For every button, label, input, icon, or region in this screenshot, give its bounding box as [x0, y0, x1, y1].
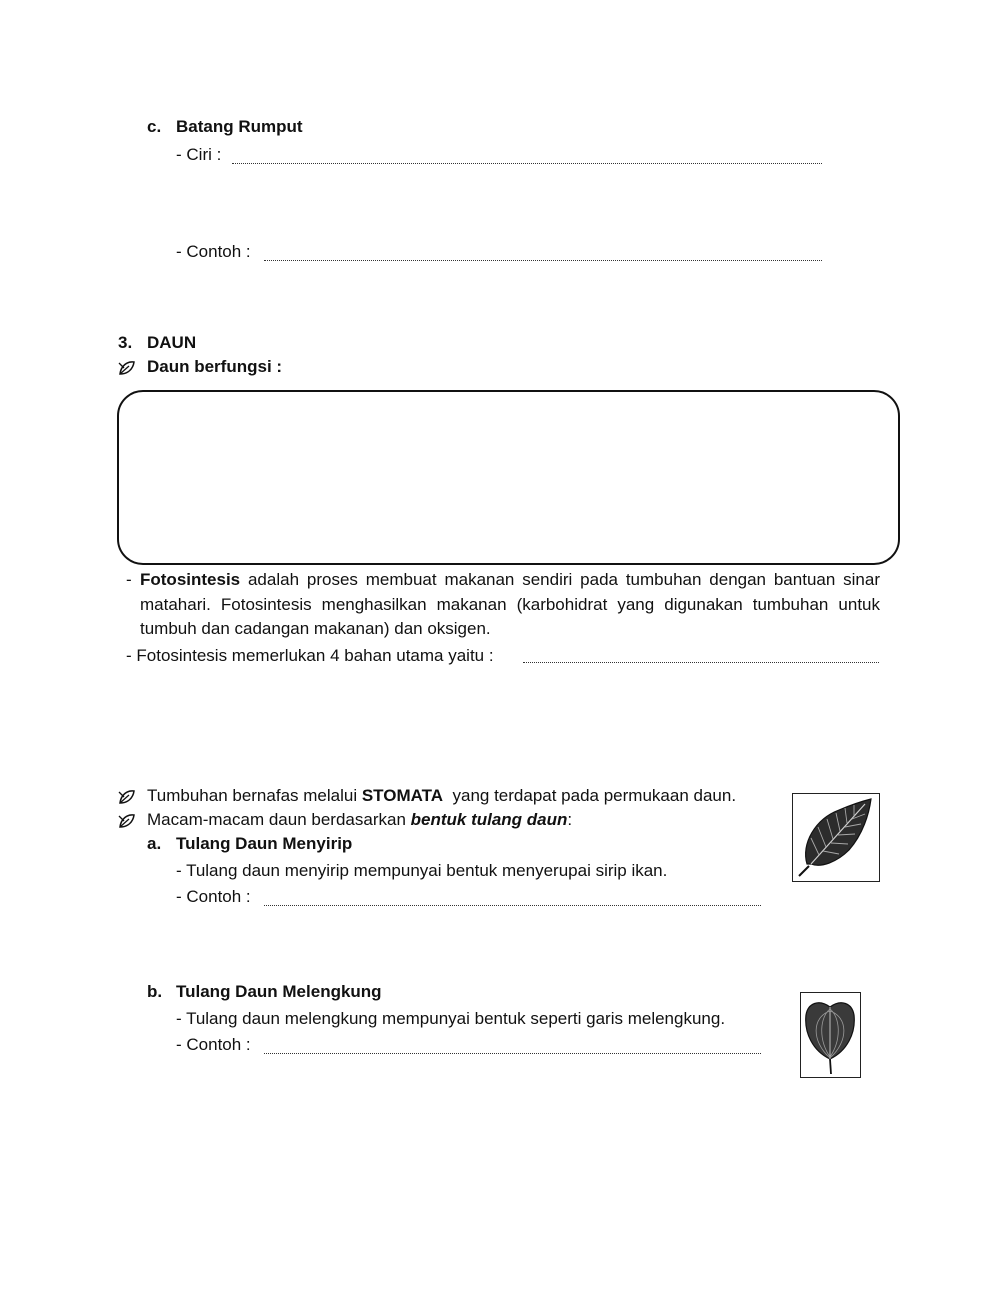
stomata-text-after: yang terdapat pada permukaan daun. [443, 786, 737, 805]
pinnate-leaf-image [792, 793, 880, 882]
fotosintesis-term: Fotosintesis [140, 570, 241, 589]
macam-text-after: : [567, 810, 573, 829]
leaf-bullet-icon [118, 360, 136, 376]
section-3-number: 3. [118, 333, 133, 352]
leaf-bullet-icon [118, 813, 136, 829]
contoh-answer-line-menyirip[interactable] [264, 905, 761, 906]
stomata-keyword: STOMATA [361, 786, 444, 805]
curved-vein-leaf-image [800, 992, 861, 1078]
macam-keyword: bentuk tulang daun [410, 810, 568, 829]
contoh-label-melengkung: - Contoh : [176, 1035, 251, 1054]
daun-fungsi-answer-box[interactable] [117, 390, 900, 565]
leaf-bullet-icon [118, 789, 136, 805]
stomata-sentence [147, 786, 736, 806]
fotosintesis-dash: - [126, 570, 132, 589]
melengkung-title: Tulang Daun Melengkung [176, 982, 382, 1001]
contoh-label-batang-rumput: - Contoh : [176, 242, 251, 261]
menyirip-description: - Tulang daun menyirip mempunyai bentuk menyerupai sirip ikan. [176, 861, 668, 880]
curved-vein-leaf-icon [801, 993, 859, 1076]
fotosintesis-paragraph-text: adalah proses membuat makanan sendiri pada tumbuhan dengan bantuan sinar matahari. Fotosintesis menghasilkan makanan (karbohidrat yang digunakan tumbuhan untuk tumbuh dan cadangan makanan) dan oksigen. [140, 570, 880, 638]
contoh-label-menyirip: - Contoh : [176, 887, 251, 906]
fotosintesis-paragraph [140, 568, 880, 642]
ciri-label: - Ciri : [176, 145, 222, 164]
fotosintesis-bahan-label: - Fotosintesis memerlukan 4 bahan utama yaitu : [126, 646, 494, 665]
section-c-title: Batang Rumput [176, 117, 303, 136]
contoh-answer-line-batang-rumput[interactable] [264, 260, 822, 261]
section-c-marker: c. [147, 117, 162, 136]
macam-sentence [147, 810, 572, 830]
menyirip-marker: a. [147, 834, 162, 853]
melengkung-marker: b. [147, 982, 163, 1001]
melengkung-description: - Tulang daun melengkung mempunyai bentuk seperti garis melengkung. [176, 1009, 726, 1028]
stomata-text-before: Tumbuhan bernafas melalui [147, 786, 362, 805]
daun-fungsi-label: Daun berfungsi : [147, 357, 283, 376]
menyirip-title: Tulang Daun Menyirip [176, 834, 353, 853]
section-3-title: DAUN [147, 333, 197, 352]
macam-text-before: Macam-macam daun berdasarkan [147, 810, 411, 829]
fotosintesis-bahan-answer-line[interactable] [523, 662, 879, 663]
contoh-answer-line-melengkung[interactable] [264, 1053, 761, 1054]
ciri-answer-line[interactable] [232, 163, 822, 164]
pinnate-leaf-icon [793, 794, 878, 880]
